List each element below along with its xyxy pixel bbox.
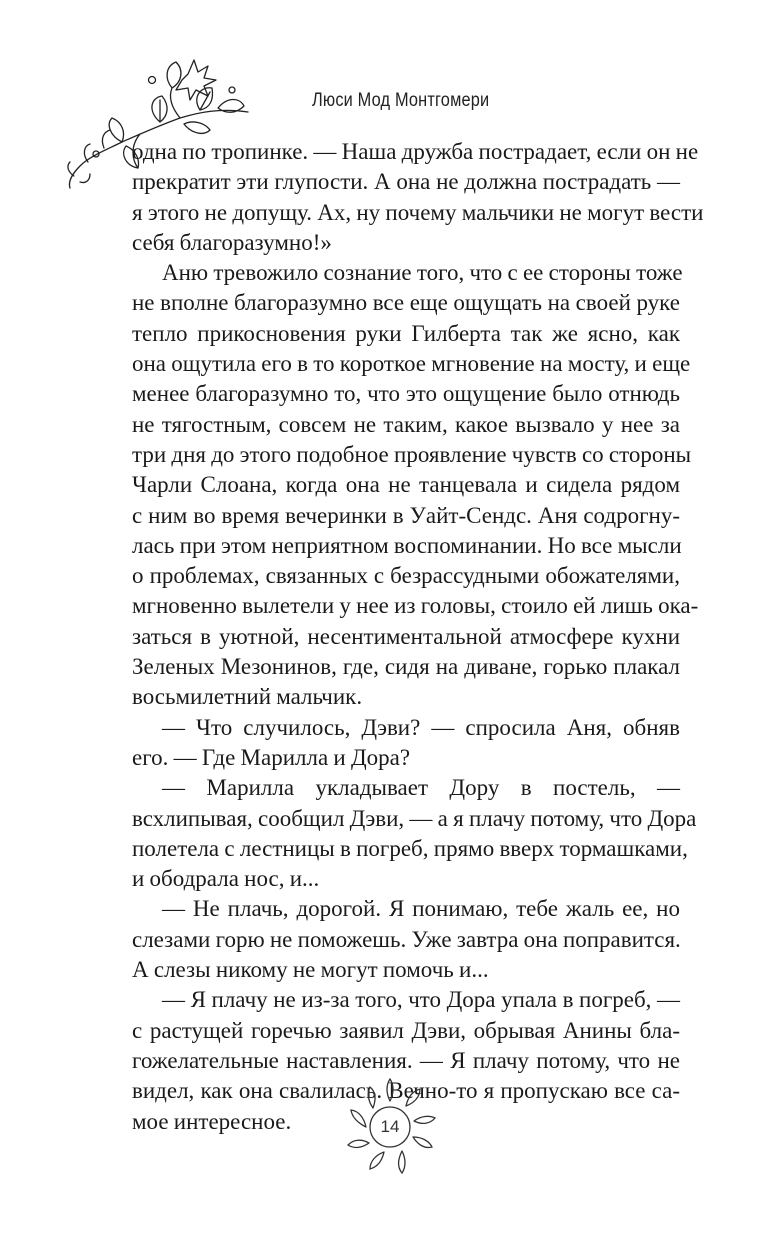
text-line: одна по тропинке. — Наша дружба пострадает, если он не: [132, 139, 699, 164]
text-line: — Что случилось, Дэви? — спросила Аня, обняв: [162, 714, 680, 740]
text-line: видел, как она свалилась. Вечно-то я пропускаю все са-: [132, 1078, 680, 1104]
text-line: Аню тревожило сознание того, что с ее стороны тоже: [162, 260, 683, 286]
text-line: полетела с лестницы в погреб, прямо вверх тормашками,: [132, 835, 688, 861]
paragraph: [132, 258, 699, 712]
paragraph: [132, 773, 697, 894]
text-line: три дня до этого подобное проявление чувств со стороны: [132, 441, 692, 467]
paragraph: [132, 137, 704, 258]
text-line: восьмилетний мальчик.: [132, 684, 363, 710]
text-line: с растущей горечью заявил Дэви, обрывая Анины бла-: [132, 1017, 680, 1043]
text-line: тепло прикосновения руки Гилберта так же ясно, как: [132, 320, 680, 346]
text-line: — Я плачу не из-за того, что Дора упала в погреб, —: [162, 987, 680, 1013]
text-line: — Не плачь, дорогой. Я понимаю, тебе жаль ее, но: [162, 896, 680, 922]
text-line: и ободрала нос, и...: [132, 866, 320, 892]
text-line: гожелательные наставления. — Я плачу потому, что не: [132, 1047, 680, 1073]
text-line: я этого не допущу. Ах, ну почему мальчики не могут вести: [132, 199, 704, 225]
text-line: лась при этом неприятном воспоминании. Но все мысли: [132, 532, 682, 558]
text-line: не вполне благоразумно все еще ощущать на своей руке: [132, 290, 680, 316]
text-line: не тягостным, совсем не таким, какое вызвало у нее за: [132, 411, 680, 437]
text-line: прекратит эти глупости. А она не должна пострадать —: [132, 169, 680, 195]
text-line: с ним во время вечеринки в Уайт-Сендс. Аня содрогну-: [132, 502, 680, 528]
text-line: о проблемах, связанных с безрассудными обожателями,: [132, 563, 680, 589]
text-line: мгновенно вылетели у нее из головы, стоило ей лишь ока-: [132, 593, 699, 619]
text-line: слезами горю не поможешь. Уже завтра она поправится.: [132, 926, 681, 952]
paragraph: [132, 713, 680, 774]
running-head: Люси Мод Монтгомери: [312, 90, 490, 111]
body-text: [132, 137, 704, 1137]
paragraph: [132, 894, 680, 985]
text-line: всхлипывая, сообщил Дэви, — а я плачу потому, что Дора: [132, 805, 697, 831]
text-line: заться в уютной, несентиментальной атмосфере кухни: [132, 623, 680, 649]
text-line: она ощутила его в то короткое мгновение на мосту, и еще: [132, 351, 691, 377]
text-line: его. — Где Марилла и Дора?: [132, 744, 411, 770]
text-line: А слезы никому не могут помочь и...: [132, 957, 489, 983]
text-line: себя благоразумно!»: [132, 229, 332, 255]
page-number-badge: [336, 1073, 444, 1181]
page-number: 14: [380, 1117, 400, 1136]
text-line: менее благоразумно то, что это ощущение было отнюдь: [132, 381, 680, 407]
text-line: Зеленых Мезонинов, где, сидя на диване, горько плакал: [132, 654, 680, 680]
text-line: — Марилла укладывает Дору в постель, —: [162, 775, 680, 801]
text-line: Чарли Слоана, когда она не танцевала и сидела рядом: [132, 472, 680, 498]
text-line: мое интересное.: [132, 1108, 292, 1134]
